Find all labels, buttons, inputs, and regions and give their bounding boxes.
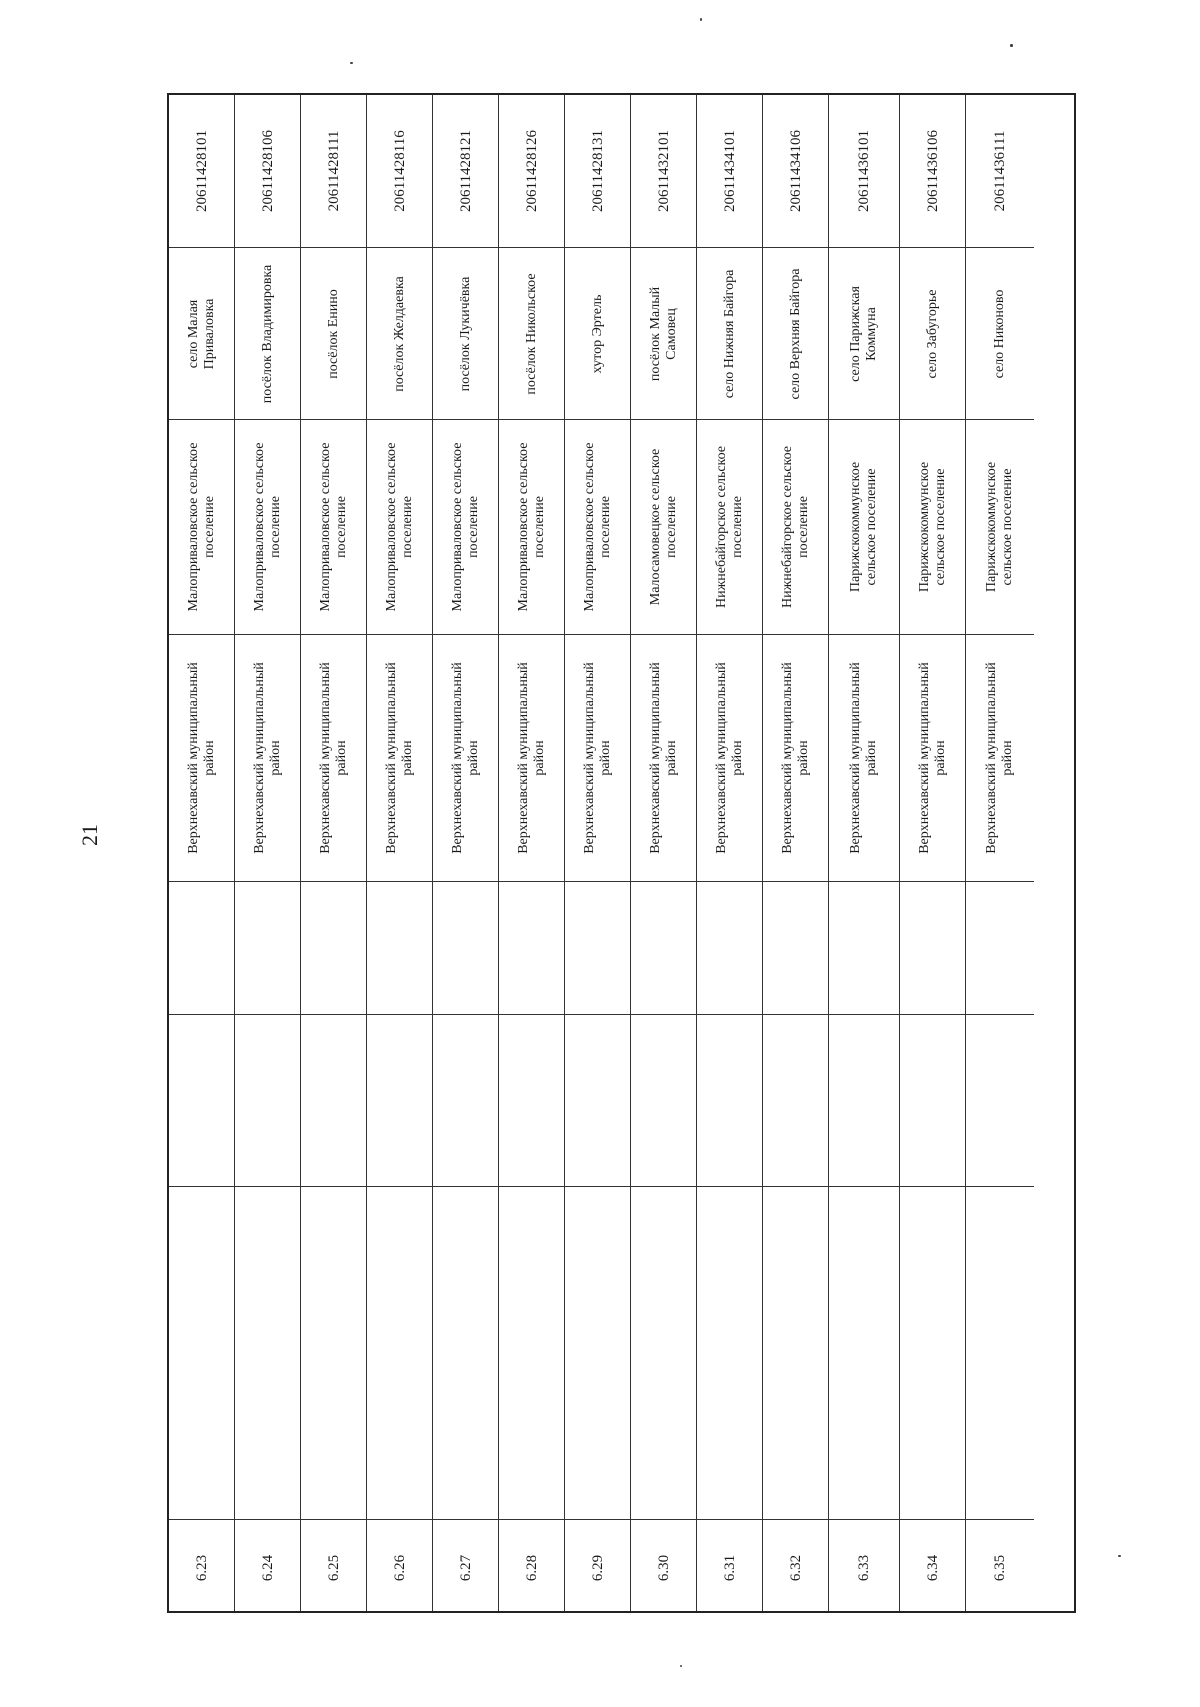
settlement-name-line: поселение [267, 496, 283, 558]
oktmo-code-cell [499, 95, 564, 248]
row-number: 6.32 [787, 1554, 804, 1581]
settlement-name-cell [763, 420, 828, 635]
locality-name [848, 286, 880, 382]
table-row [433, 95, 499, 1611]
scan-speck [700, 18, 702, 21]
locality-name-line: село Забугорье [924, 289, 940, 378]
settlement-name-line: поселение [333, 496, 349, 558]
row-number: 6.23 [193, 1554, 210, 1581]
settlement-name-cell [499, 420, 564, 635]
settlement-name-cell [966, 420, 1034, 635]
oktmo-code: 20611428111 [325, 130, 342, 212]
district-name-line: Верхнехавский муниципальный [449, 662, 465, 854]
row-number-cell [565, 1520, 630, 1615]
oktmo-code-cell [235, 95, 300, 248]
row-number: 6.27 [457, 1554, 474, 1581]
empty-cell-1-cell [367, 1187, 432, 1520]
empty-cell-2-cell [631, 1015, 696, 1187]
district-name-cell [169, 635, 234, 882]
district-name-line: район [1000, 740, 1015, 776]
empty-cell-2-cell [763, 1015, 828, 1187]
locality-name-line: посёлок Енино [325, 288, 341, 379]
district-name [582, 662, 614, 854]
settlement-name-line: поселение [795, 496, 811, 558]
district-name [384, 662, 416, 854]
settlement-name-cell [697, 420, 762, 635]
empty-cell-1-cell [235, 1187, 300, 1520]
row-number-cell [169, 1520, 234, 1615]
settlement-name [984, 462, 1016, 592]
district-name-line: район [465, 740, 481, 776]
locality-name-line: Самовец [663, 307, 679, 360]
district-name [984, 662, 1016, 854]
oktmo-code: 20611428126 [523, 130, 540, 212]
oktmo-code-cell [367, 95, 432, 248]
district-name-cell [763, 635, 828, 882]
settlement-name-line: Малоприваловское сельское [383, 442, 399, 612]
row-number-cell [367, 1520, 432, 1615]
empty-cell-3-cell [169, 882, 234, 1015]
empty-cell-3-cell [900, 882, 965, 1015]
row-number-cell [829, 1520, 899, 1615]
row-number: 6.34 [924, 1554, 941, 1581]
empty-cell-3-cell [301, 882, 366, 1015]
settlement-name-cell [565, 420, 630, 635]
locality-name-line: село Никоново [992, 289, 1007, 378]
locality-name-cell [235, 248, 300, 420]
locality-name [648, 286, 680, 380]
settlement-name-line: сельское поселение [932, 468, 948, 586]
locality-name [788, 268, 804, 399]
settlement-name-line: поселение [729, 496, 745, 558]
table-row [631, 95, 697, 1611]
settlement-name-line: Парижскокоммунское [848, 461, 863, 593]
locality-name-line: посёлок Владимировка [259, 264, 275, 403]
scan-speck [680, 1665, 682, 1667]
row-number: 6.29 [589, 1554, 606, 1581]
district-name [648, 662, 680, 854]
settlement-name-line: поселение [201, 496, 217, 558]
settlement-name-cell [235, 420, 300, 635]
oktmo-code: 20611436111 [992, 130, 1008, 212]
scan-speck [1010, 44, 1013, 47]
settlement-name-cell [169, 420, 234, 635]
settlements-table [167, 93, 1076, 1613]
empty-cell-3-cell [433, 882, 498, 1015]
empty-cell-1-cell [829, 1187, 899, 1520]
settlement-name [780, 446, 812, 608]
locality-name [260, 264, 276, 402]
locality-name [722, 269, 738, 398]
settlement-name-line: Малосамовецкое сельское [647, 448, 663, 606]
oktmo-code: 20611432101 [655, 130, 672, 212]
empty-cell-2-cell [433, 1015, 498, 1187]
settlement-name-line: Малоприваловское сельское [581, 442, 597, 612]
district-name-cell [367, 635, 432, 882]
oktmo-code-cell [966, 95, 1034, 248]
empty-cell-2-cell [499, 1015, 564, 1187]
locality-name [925, 289, 941, 378]
empty-cell-3-cell [565, 882, 630, 1015]
empty-cell-2-cell [301, 1015, 366, 1187]
district-name-cell [829, 635, 899, 882]
district-name-line: район [932, 740, 948, 776]
locality-name-line: Приваловка [201, 298, 217, 369]
empty-cell-1-cell [631, 1187, 696, 1520]
settlement-name [384, 443, 416, 612]
district-name-line: Верхнехавский муниципальный [984, 662, 999, 854]
locality-name-line: хутор Эртель [589, 294, 605, 373]
locality-name-line: село Малая [185, 299, 201, 368]
oktmo-code-cell [900, 95, 965, 248]
district-name [848, 662, 880, 854]
row-number-cell [499, 1520, 564, 1615]
district-name-line: Верхнехавский муниципальный [383, 662, 399, 854]
locality-name [186, 298, 218, 369]
locality-name-cell [966, 248, 1034, 420]
district-name-line: район [795, 740, 811, 776]
table-row [829, 95, 900, 1611]
row-number: 6.24 [259, 1554, 276, 1581]
settlement-name-cell [900, 420, 965, 635]
oktmo-code: 20611428106 [259, 130, 276, 212]
settlement-name-line: Малоприваловское сельское [449, 442, 465, 612]
district-name-line: район [597, 740, 613, 776]
locality-name-cell [829, 248, 899, 420]
locality-name-cell [763, 248, 828, 420]
district-name-cell [631, 635, 696, 882]
district-name [450, 662, 482, 854]
oktmo-code-cell [631, 95, 696, 248]
district-name [186, 662, 218, 854]
district-name-line: район [729, 740, 745, 776]
empty-cell-1-cell [169, 1187, 234, 1520]
oktmo-code: 20611434101 [721, 130, 738, 212]
settlement-name [714, 446, 746, 608]
row-number: 6.31 [721, 1554, 738, 1581]
empty-cell-3-cell [829, 882, 899, 1015]
row-number-cell [433, 1520, 498, 1615]
district-name-line: район [267, 740, 283, 776]
district-name-cell [433, 635, 498, 882]
locality-name [326, 289, 342, 379]
oktmo-code-cell [169, 95, 234, 248]
settlement-name [318, 443, 350, 612]
district-name [318, 662, 350, 854]
district-name-cell [301, 635, 366, 882]
table-row [169, 95, 235, 1611]
district-name-line: Верхнехавский муниципальный [779, 662, 795, 854]
settlement-name-line: поселение [399, 496, 415, 558]
locality-name-cell [301, 248, 366, 420]
locality-name-cell [169, 248, 234, 420]
settlement-name [917, 462, 949, 592]
locality-name-cell [499, 248, 564, 420]
empty-cell-2-cell [565, 1015, 630, 1187]
locality-name-line: посёлок Желдаевка [391, 275, 407, 392]
settlement-name-line: поселение [597, 496, 613, 558]
empty-cell-1-cell [565, 1187, 630, 1520]
district-name-cell [900, 635, 965, 882]
settlement-name-cell [433, 420, 498, 635]
row-number: 6.35 [992, 1554, 1008, 1581]
settlement-name [582, 443, 614, 612]
district-name-line: Верхнехавский муниципальный [916, 662, 932, 854]
empty-cell-1-cell [301, 1187, 366, 1520]
district-name-line: район [333, 740, 349, 776]
district-name-cell [565, 635, 630, 882]
settlement-name [516, 443, 548, 612]
settlement-name-cell [301, 420, 366, 635]
district-name-line: район [201, 740, 217, 776]
settlement-name-line: поселение [531, 496, 547, 558]
locality-name-line: посёлок Лукичёвка [457, 276, 473, 391]
empty-cell-1-cell [763, 1187, 828, 1520]
table-row [301, 95, 367, 1611]
settlement-name-line: Парижскокоммунское [916, 461, 932, 593]
oktmo-code: 20611428116 [391, 130, 408, 212]
locality-name-cell [367, 248, 432, 420]
empty-cell-1-cell [697, 1187, 762, 1520]
empty-cell-2-cell [900, 1015, 965, 1187]
empty-cell-2-cell [367, 1015, 432, 1187]
locality-name [392, 276, 408, 392]
district-name [516, 662, 548, 854]
settlement-name-line: поселение [663, 496, 679, 558]
table-row [966, 95, 1034, 1611]
row-number-cell [631, 1520, 696, 1615]
district-name [917, 662, 949, 854]
locality-name-cell [433, 248, 498, 420]
table-row [565, 95, 631, 1611]
settlement-name-line: Парижскокоммунское [984, 461, 999, 593]
settlement-name-line: Малоприваловское сельское [515, 442, 531, 612]
oktmo-code: 20611428131 [589, 130, 606, 212]
row-number: 6.28 [523, 1554, 540, 1581]
locality-name [992, 289, 1008, 378]
settlement-name-cell [829, 420, 899, 635]
empty-cell-2-cell [697, 1015, 762, 1187]
locality-name-cell [565, 248, 630, 420]
locality-name [458, 276, 474, 391]
locality-name [590, 294, 606, 373]
table-row [499, 95, 565, 1611]
row-number-cell [301, 1520, 366, 1615]
settlement-name [450, 443, 482, 612]
row-number: 6.30 [655, 1554, 672, 1581]
empty-cell-2-cell [966, 1015, 1034, 1187]
empty-cell-3-cell [697, 882, 762, 1015]
empty-cell-3-cell [763, 882, 828, 1015]
table-row [235, 95, 301, 1611]
row-number-cell [697, 1520, 762, 1615]
row-number-cell [763, 1520, 828, 1615]
district-name-cell [499, 635, 564, 882]
locality-name-line: посёлок Никольское [523, 272, 539, 395]
oktmo-code-cell [829, 95, 899, 248]
empty-cell-3-cell [499, 882, 564, 1015]
scan-speck [1118, 1555, 1121, 1557]
district-name-line: Верхнехавский муниципальный [647, 662, 663, 854]
locality-name-cell [697, 248, 762, 420]
empty-cell-3-cell [367, 882, 432, 1015]
district-name-line: Верхнехавский муниципальный [251, 662, 267, 854]
district-name-line: Верхнехавский муниципальный [515, 662, 531, 854]
empty-cell-3-cell [235, 882, 300, 1015]
settlement-name [848, 462, 880, 592]
district-name-cell [235, 635, 300, 882]
locality-name-line: посёлок Малый [647, 286, 663, 381]
settlement-name [186, 443, 218, 612]
settlement-name-line: сельское поселение [864, 468, 879, 586]
empty-cell-3-cell [966, 882, 1034, 1015]
settlement-name [648, 449, 680, 605]
table-row [900, 95, 966, 1611]
district-name-cell [697, 635, 762, 882]
empty-cell-1-cell [966, 1187, 1034, 1520]
table-row [697, 95, 763, 1611]
settlement-name-line: поселение [465, 496, 481, 558]
oktmo-code-cell [301, 95, 366, 248]
empty-cell-1-cell [900, 1187, 965, 1520]
locality-name-line: село Нижняя Байгора [721, 269, 737, 398]
locality-name-line: село Верхняя Байгора [787, 268, 803, 399]
oktmo-code: 20611428121 [457, 130, 474, 212]
district-name-line: район [531, 740, 547, 776]
settlement-name-line: Малоприваловское сельское [317, 442, 333, 612]
page-number: 21 [77, 824, 102, 846]
row-number-cell [966, 1520, 1034, 1615]
oktmo-code: 20611436106 [924, 130, 941, 212]
district-name-line: район [399, 740, 415, 776]
empty-cell-2-cell [235, 1015, 300, 1187]
settlement-name-cell [631, 420, 696, 635]
oktmo-code-cell [433, 95, 498, 248]
locality-name-line: Коммуна [864, 306, 879, 361]
empty-cell-1-cell [499, 1187, 564, 1520]
oktmo-code: 20611436101 [856, 130, 872, 212]
row-number: 6.33 [856, 1554, 872, 1581]
row-number-cell [900, 1520, 965, 1615]
district-name [252, 662, 284, 854]
locality-name [524, 273, 540, 394]
settlement-name-cell [367, 420, 432, 635]
district-name-cell [966, 635, 1034, 882]
locality-name-cell [631, 248, 696, 420]
district-name [780, 662, 812, 854]
district-name-line: Верхнехавский муниципальный [317, 662, 333, 854]
district-name-line: Верхнехавский муниципальный [185, 662, 201, 854]
district-name-line: Верхнехавский муниципальный [581, 662, 597, 854]
oktmo-code-cell [697, 95, 762, 248]
district-name-line: район [663, 740, 679, 776]
locality-name-line: село Парижская [848, 285, 863, 382]
district-name [714, 662, 746, 854]
oktmo-code: 20611434106 [787, 130, 804, 212]
oktmo-code: 20611428101 [193, 130, 210, 212]
district-name-line: Верхнехавский муниципальный [713, 662, 729, 854]
row-number-cell [235, 1520, 300, 1615]
settlement-name-line: Малоприваловское сельское [185, 442, 201, 612]
settlement-name [252, 443, 284, 612]
oktmo-code-cell [763, 95, 828, 248]
settlement-name-line: Малоприваловское сельское [251, 442, 267, 612]
settlement-name-line: сельское поселение [1000, 468, 1015, 586]
table-row [763, 95, 829, 1611]
empty-cell-3-cell [631, 882, 696, 1015]
table-row [367, 95, 433, 1611]
row-number: 6.26 [391, 1554, 408, 1581]
row-number: 6.25 [325, 1554, 342, 1581]
empty-cell-1-cell [433, 1187, 498, 1520]
district-name-line: Верхнехавский муниципальный [848, 662, 863, 854]
settlement-name-line: Нижнебайгорское сельское [713, 445, 729, 609]
empty-cell-2-cell [169, 1015, 234, 1187]
locality-name-cell [900, 248, 965, 420]
empty-cell-2-cell [829, 1015, 899, 1187]
oktmo-code-cell [565, 95, 630, 248]
scan-speck [350, 62, 353, 64]
district-name-line: район [864, 740, 879, 776]
settlement-name-line: Нижнебайгорское сельское [779, 445, 795, 609]
